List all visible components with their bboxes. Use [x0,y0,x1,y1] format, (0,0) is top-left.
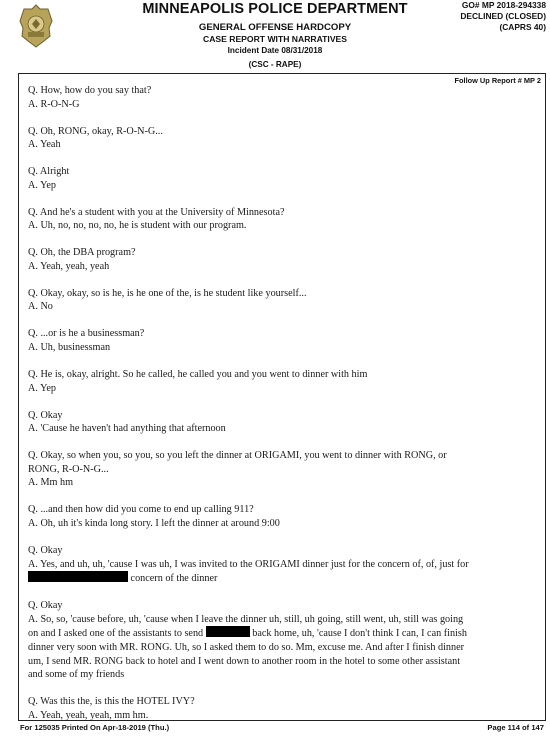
case-status: DECLINED (CLOSED) [460,11,546,21]
question: Q. Okay, okay, so is he, is he one of the, is he student like yourself... [28,287,307,299]
answer-continued [28,626,528,641]
question-continued: RONG, R-O-N-G... [28,463,109,475]
qa-block [28,449,528,490]
incident-date: Incident Date 08/31/2018 [227,46,323,55]
answer: A. Mm hm [28,477,73,489]
answer-continued: and some of my friends [28,669,125,681]
qa-block [28,287,528,314]
answer-text: back home, uh, 'cause I don't think I can, I can finish [252,628,467,640]
qa-block [28,368,528,395]
qa-block [28,125,528,152]
qa-block [28,84,528,111]
answer: A. R-O-N-G [28,98,80,110]
answer: A. 'Cause he haven't had anything that afternoon [28,423,226,435]
question: Q. ...and then how did you come to end up calling 911? [28,504,254,516]
answer-text: on and I asked one of the assistants to send [28,628,204,640]
qa-block [28,544,528,586]
question: Q. He is, okay, alright. So he called, he called you and you went to dinner with him [28,369,368,381]
question: Q. Okay [28,544,63,556]
answer: A. Yeah, yeah, yeah [28,260,110,272]
answer: A. Yes, and uh, uh, 'cause I was uh, I was invited to the ORIGAMI dinner just for the concern of, of, just for [28,558,469,570]
qa-block [28,599,528,682]
answer-continued: dinner very soon with MR. RONG. Uh, so I asked them to do so. Mm, excuse me. And after I finish dinner [28,641,465,653]
case-info [460,0,546,33]
question: Q. Oh, the DBA program? [28,247,136,259]
question: Q. Okay, so when you, so you, so you left the dinner at ORIGAMI, you went to dinner with RONG, or [28,450,447,462]
qa-block [28,409,528,436]
offense-category: (CSC - RAPE) [248,60,302,69]
question: Q. Okay [28,409,63,421]
answer: A. Uh, businessman [28,342,111,354]
report-header [120,1,430,70]
answer-continued: um, I send MR. RONG back to hotel and I went down to another room in the hotel to some other assistant [28,655,461,667]
question: Q. ...or is he a businessman? [28,328,145,340]
redaction-box [28,571,128,582]
answer: A. No [28,301,53,313]
answer: A. Yeah [28,139,61,151]
question: Q. Okay [28,600,63,612]
followup-report-label: Follow Up Report # MP 2 [454,76,541,85]
answer: A. Yep [28,382,57,394]
question: Q. Alright [28,166,70,178]
qa-block [28,165,528,192]
answer: A. Uh, no, no, no, no, he is student with our program. [28,220,247,232]
caprs-code: (CAPRS 40) [499,22,546,32]
question: Q. And he's a student with you at the University of Minnesota? [28,206,285,218]
qa-block [28,246,528,273]
qa-block [28,695,528,722]
answer: A. Yep [28,179,57,191]
answer: A. Yeah, yeah, yeah, mm hm. [28,709,149,721]
question: Q. Oh, RONG, okay, R-O-N-G... [28,125,163,137]
report-title: GENERAL OFFENSE HARDCOPY [198,22,352,33]
print-info: For 125035 Printed On Apr-18-2019 (Thu.) [20,723,170,732]
answer: A. So, so, 'cause before, uh, 'cause when I leave the dinner uh, still, uh going, still went, uh, still was going [28,613,464,625]
report-subtitle: CASE REPORT WITH NARRATIVES [202,34,348,44]
police-badge-icon [19,4,53,48]
qa-block [28,206,528,233]
answer-text: concern of the dinner [130,573,218,585]
department-name: MINNEAPOLIS POLICE DEPARTMENT [142,1,408,17]
question: Q. Was this the, is this the HOTEL IVY? [28,696,195,708]
answer-continued [28,571,528,586]
qa-block [28,327,528,354]
answer: A. Oh, uh it's kinda long story. I left the dinner at around 9:00 [28,517,280,529]
page-number: Page 114 of 147 [487,723,544,732]
question: Q. How, how do you say that? [28,85,152,96]
go-number: GO# MP 2018-294338 [461,0,546,10]
qa-block [28,503,528,530]
interview-transcript [28,84,528,736]
redaction-box [206,626,250,637]
